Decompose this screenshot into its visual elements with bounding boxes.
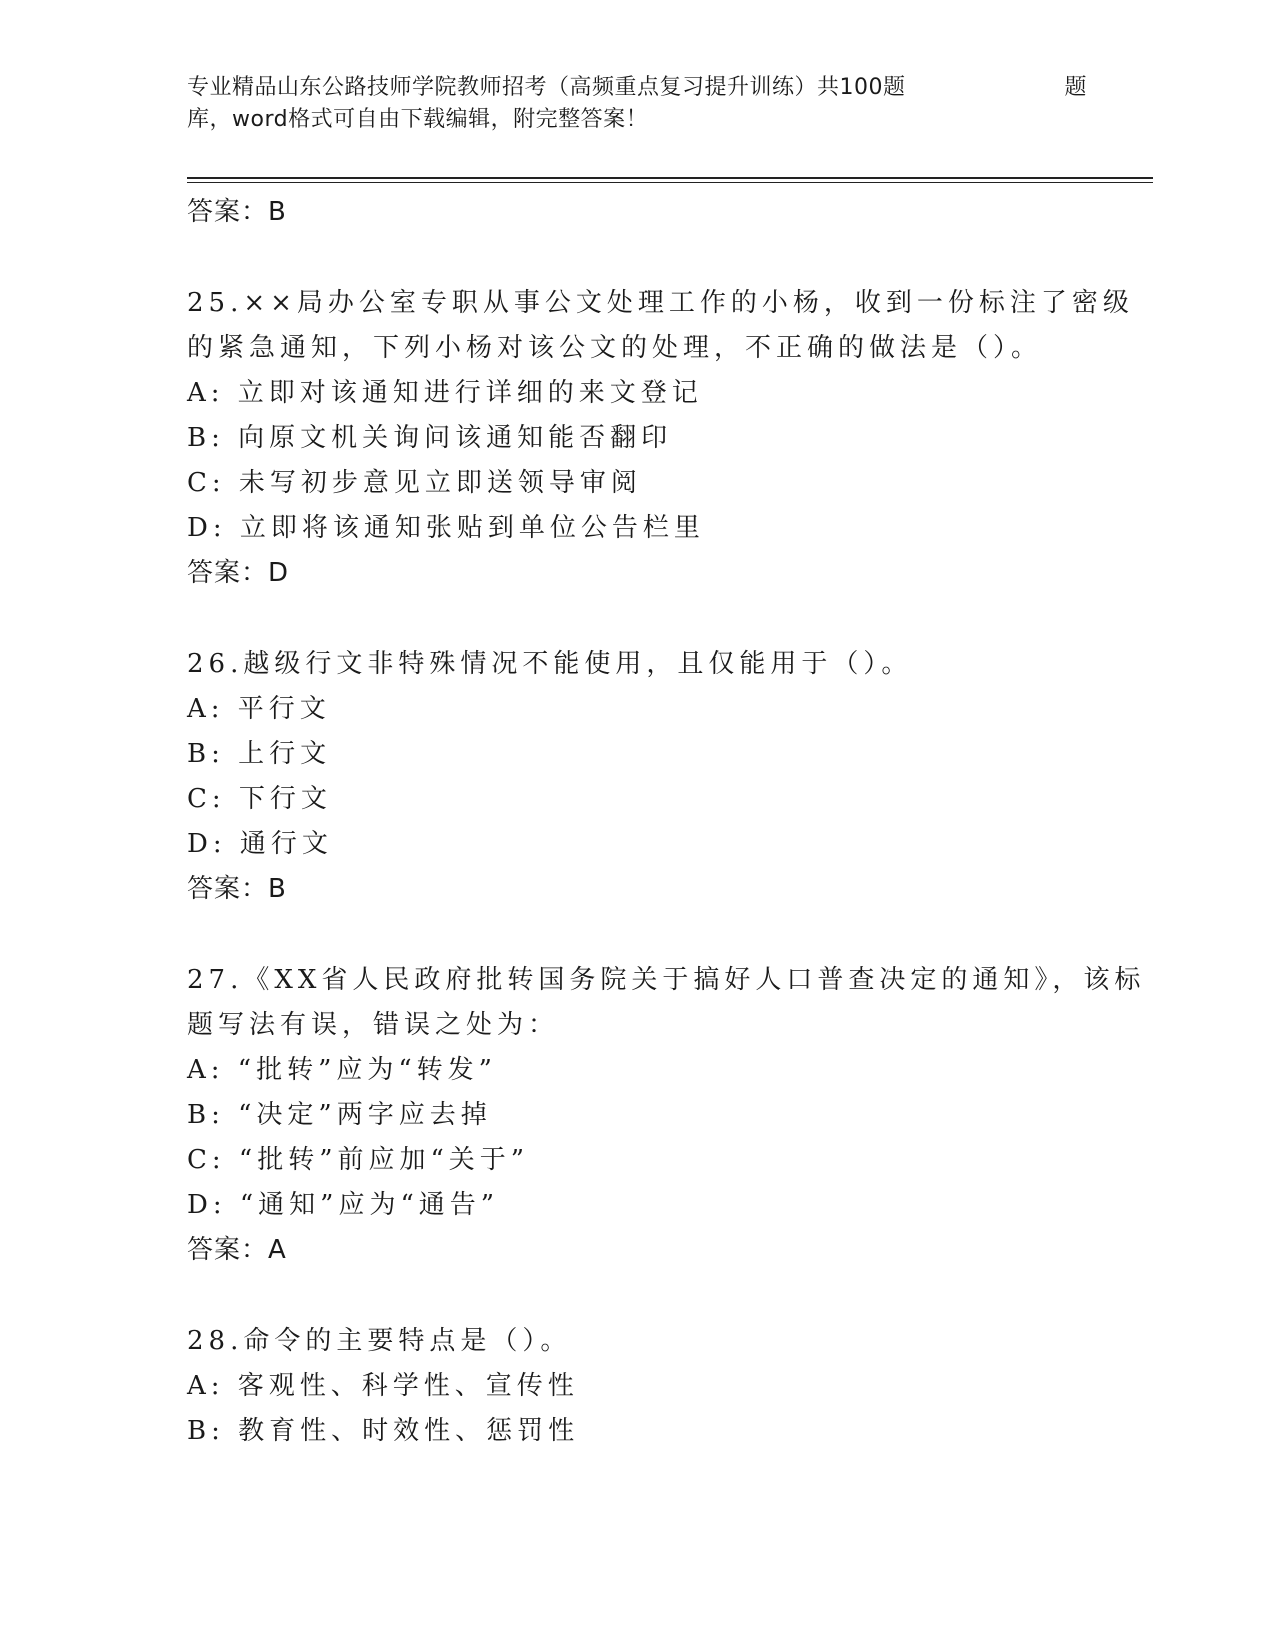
question-stem-cont: 题写法有误，错误之处为： xyxy=(187,1010,560,1040)
header-line-1 xyxy=(187,72,1087,104)
page-header xyxy=(187,72,1087,136)
header-line-2: 库，word格式可自由下载编辑，附完整答案！ xyxy=(187,107,649,132)
option-a: A: 平行文 xyxy=(187,694,331,724)
option-c: C: 下行文 xyxy=(187,784,332,814)
header-title: 专业精品山东公路技师学院教师招考（高频重点复习提升训练）共100题 xyxy=(187,75,906,100)
option-a: A: “批转”应为“转发” xyxy=(187,1055,497,1085)
question-28 xyxy=(187,1319,1087,1454)
answer-line: 答案：B xyxy=(187,874,287,904)
header-divider-thick xyxy=(187,177,1153,179)
question-stem: 25.××局办公室专职从事公文处理工作的小杨，收到一份标注了密级 xyxy=(187,288,1134,318)
answer-line: 答案：B xyxy=(187,197,287,227)
question-stem-cont: 的紧急通知，下列小杨对该公文的处理，不正确的做法是（）。 xyxy=(187,333,1043,363)
question-25 xyxy=(187,281,1134,596)
option-c: C: “批转”前应加“关于” xyxy=(187,1145,530,1175)
option-c: C: 未写初步意见立即送领导审阅 xyxy=(187,468,642,498)
option-b: B: “决定”两字应去掉 xyxy=(187,1100,492,1130)
header-divider-thin xyxy=(187,182,1153,183)
question-stem: 27.《XX省人民政府批转国务院关于搞好人口普查决定的通知》，该标 xyxy=(187,965,1146,995)
option-d: D: “通知”应为“通告” xyxy=(187,1190,500,1220)
question-26 xyxy=(187,642,1087,912)
answer-line: 答案：A xyxy=(187,1235,287,1265)
option-b: B: 向原文机关询问该通知能否翻印 xyxy=(187,423,673,453)
header-title-wrap: 题 xyxy=(1064,75,1087,100)
question-27 xyxy=(187,958,1146,1273)
option-a: A: 立即对该通知进行详细的来文登记 xyxy=(187,378,703,408)
answer-line: 答案：D xyxy=(187,558,290,588)
option-b: B: 教育性、时效性、惩罚性 xyxy=(187,1416,580,1446)
option-b: B: 上行文 xyxy=(187,739,332,769)
question-stem: 28.命令的主要特点是（）。 xyxy=(187,1326,572,1356)
question-stem: 26.越级行文非特殊情况不能使用，且仅能用于（）。 xyxy=(187,649,913,679)
document-body xyxy=(187,190,1146,1454)
option-a: A: 客观性、科学性、宣传性 xyxy=(187,1371,579,1401)
option-d: D: 通行文 xyxy=(187,829,333,859)
option-d: D: 立即将该通知张贴到单位公告栏里 xyxy=(187,513,705,543)
